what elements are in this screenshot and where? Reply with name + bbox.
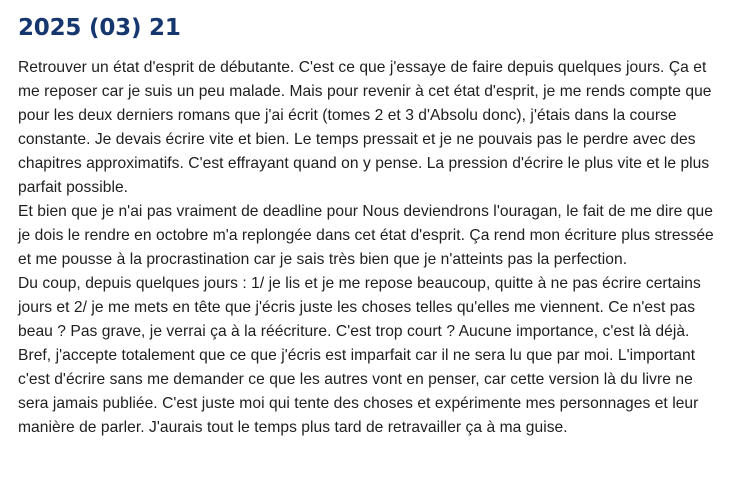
post-body — [18, 56, 724, 440]
post-title: 2025 (03) 21 — [18, 15, 181, 41]
paragraph-2: Et bien que je n'ai pas vraiment de deadline pour Nous deviendrons l'ouragan, le fait de me dire que je dois le rendre en octobre m'a replongée dans cet état d'esprit. Ça rend mon écriture plus stressée et me pousse à la procrastination car je sais très bien que je n'atteints pas la perfection. — [18, 203, 714, 268]
paragraph-1: Retrouver un état d'esprit de débutante. C'est ce que j'essaye de faire depuis quelques jours. Ça et me reposer car je suis un peu malade. Mais pour revenir à cet état d'esprit, je me rends compte que pour les deux derniers romans que j'ai écrit (tomes 2 et 3 d'Absolu donc), j'étais dans la course constante. Je devais écrire vite et bien. Le temps pressait et je ne pouvais pas le perdre avec des chapitres approximatifs. C'est effrayant quand on y pense. La pression d'écrire le plus vite et le plus parfait possible. — [18, 59, 712, 196]
journal-post — [18, 12, 724, 440]
paragraph-3: Du coup, depuis quelques jours : 1/ je lis et je me repose beaucoup, quitte à ne pas écrire certains jours et 2/ je me mets en tête que j'écris juste les choses telles qu'elles me viennent. Ce n'est pas beau ? Pas grave, je verrai ça à la réécriture. C'est trop court ? Aucune importance, c'est là déjà. Bref, j'accepte totalement que ce que j'écris est imparfait car il ne sera lu que par moi. L'important c'est d'écrire sans me demander ce que les autres vont en penser, car cette version là du livre ne sera jamais publiée. C'est juste moi qui tente des choses et expérimente mes personnages et leur manière de parler. J'aurais tout le temps plus tard de retravailler ça à ma guise. — [18, 275, 701, 436]
